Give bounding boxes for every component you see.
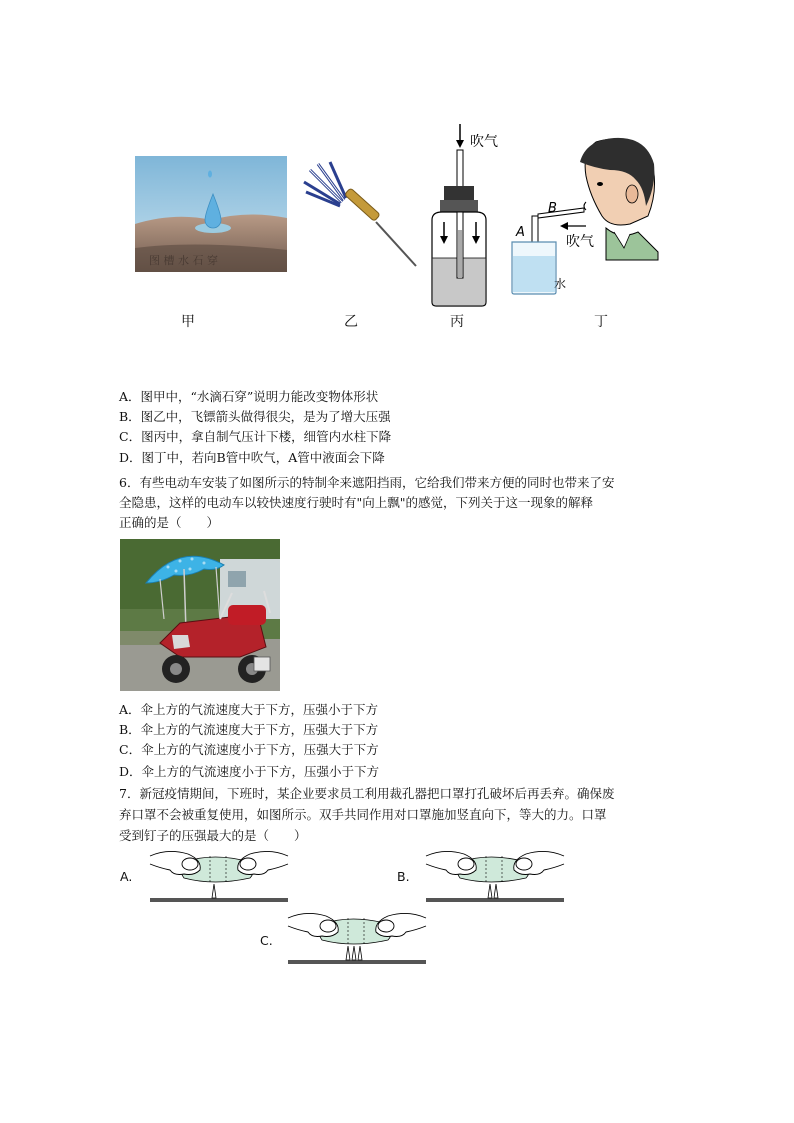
scooter-umbrella-photo [120,539,280,691]
ding-water-label: 水 [554,277,567,291]
caption-jia: 甲 [181,314,195,330]
water-drop-stone-photo [135,156,287,272]
barometer-bottle-diagram [424,120,524,310]
mask-one-nail-diagram [144,846,294,906]
dart-icon [300,160,424,272]
q6-option-b: B．伞上方的气流速度大于下方，压强大于下方 [119,722,379,737]
q7-stem-line-2: 弃口罩不会被重复使用，如图所示。双手共同作用对口罩施加竖直向下，等大的力。口罩 [119,807,607,822]
q6-stem-line-2: 全隐患，这样的电动车以较快速度行驶时有"向上飘"的感觉，下列关于这一现象的解释 [119,495,594,510]
q5-option-b: B．图乙中，飞镖箭头做得很尖，是为了增大压强 [119,409,391,424]
figure-ding [510,136,660,296]
q7-option-c-label: C. [260,933,273,948]
q5-option-d: D．图丁中，若向B管中吹气，A管中液面会下降 [119,450,385,465]
q7-option-c-figure [282,908,432,968]
svg-text:图 槽 水 石 穿: 图 槽 水 石 穿 [149,254,218,267]
caption-ding: 丁 [594,314,608,330]
figure-yi [300,160,424,272]
q7-stem-line-1: 7．新冠疫情期间，下班时，某企业要求员工利用裁孔器把口罩打孔破坏后再丢弃。确保废 [119,786,615,801]
bing-blow-label: 吹气 [470,134,498,150]
caption-yi: 乙 [344,314,358,330]
q6-option-c: C．伞上方的气流速度小于下方，压强大于下方 [119,742,379,757]
q7-option-b-label: B. [397,869,410,884]
mask-two-nails-diagram [420,846,570,906]
boy-blowing-tube-diagram [510,136,660,296]
ding-label-b: B [548,201,557,216]
caption-bing: 丙 [450,314,464,330]
q5-option-a: A．图甲中，“水滴石穿”说明力能改变物体形状 [119,389,379,404]
q7-option-a-figure [144,846,294,906]
q6-option-d: D．伞上方的气流速度小于下方，压强小于下方 [119,764,380,779]
ding-label-a: A [516,225,525,240]
q7-option-b-figure [420,846,570,906]
q5-option-c: C．图丙中，拿自制气压计下楼，细管内水柱下降 [119,429,392,444]
mask-three-nails-diagram [282,908,432,968]
q6-stem-line-1: 6．有些电动车安装了如图所示的特制伞来遮阳挡雨，它给我们带来方便的同时也带来了安 [119,475,615,490]
figure-jia [135,156,287,272]
q6-stem-line-3: 正确的是（ ） [119,515,220,530]
q7-option-a-label: A. [120,869,133,884]
figure-bing [424,120,524,310]
q6-option-a: A．伞上方的气流速度大于下方，压强小于下方 [119,702,379,717]
ding-blow-label: 吹气 [566,234,594,250]
q7-stem-line-3: 受到钉子的压强最大的是（ ） [119,828,307,843]
